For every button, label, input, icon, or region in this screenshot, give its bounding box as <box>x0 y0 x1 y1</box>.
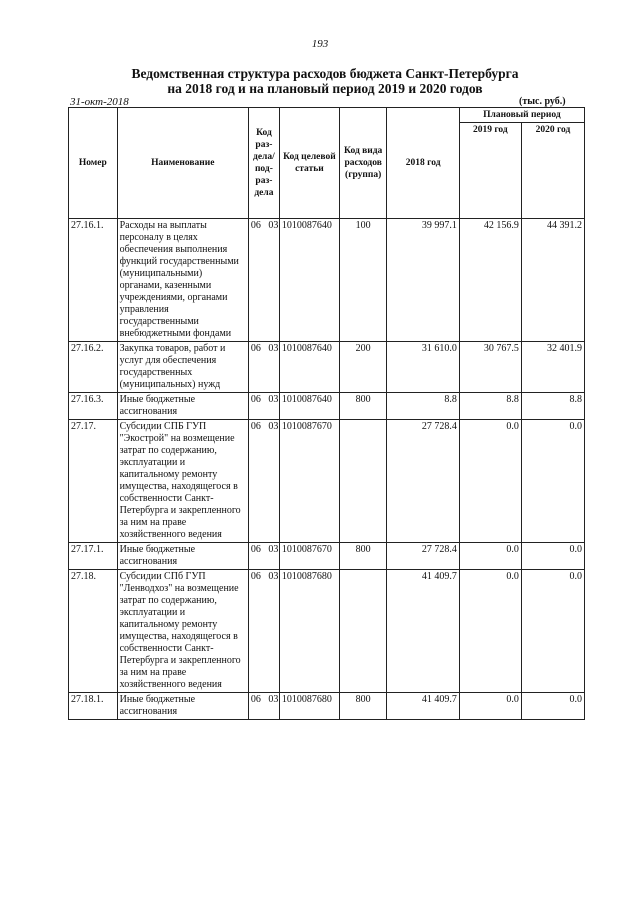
row-expense-type <box>339 570 387 693</box>
row-target-code: 1010087640 <box>279 342 339 393</box>
row-amount-2020: 32 401.9 <box>521 342 584 393</box>
row-amount-2020: 8.8 <box>521 393 584 420</box>
row-section-code <box>248 693 279 720</box>
header-planned-period: Плановый период <box>459 108 584 123</box>
row-podrazdel: 03 <box>268 394 279 405</box>
header-2020: 2020 год <box>521 123 584 219</box>
row-expense-type: 200 <box>339 342 387 393</box>
row-target-code: 1010087670 <box>279 543 339 570</box>
page-title <box>90 66 560 96</box>
row-number: 27.18. <box>69 570 118 693</box>
row-amount-2020: 0.0 <box>521 543 584 570</box>
row-podrazdel: 03 <box>268 571 279 582</box>
row-section-code <box>248 570 279 693</box>
table-row <box>69 393 585 420</box>
row-expense-type: 800 <box>339 393 387 420</box>
row-amount-2018: 41 409.7 <box>387 570 459 693</box>
row-podrazdel: 03 <box>268 421 279 432</box>
row-name: Иные бюджетные ассигнования <box>117 543 248 570</box>
table-row <box>69 219 585 342</box>
header-2018: 2018 год <box>387 108 459 219</box>
row-podrazdel: 03 <box>268 343 279 354</box>
header-2019: 2019 год <box>459 123 521 219</box>
row-amount-2019: 30 767.5 <box>459 342 521 393</box>
row-expense-type: 800 <box>339 693 387 720</box>
row-target-code: 1010087680 <box>279 693 339 720</box>
row-name: Расходы на выплаты персоналу в целях обеспечения выполнения функций государственными (муниципальными) органами, казенными учреждениями, органами управления государственными внебюджетными фондами <box>117 219 248 342</box>
row-amount-2019: 42 156.9 <box>459 219 521 342</box>
row-target-code: 1010087640 <box>279 393 339 420</box>
row-name: Иные бюджетные ассигнования <box>117 393 248 420</box>
row-amount-2019: 0.0 <box>459 693 521 720</box>
table-row <box>69 570 585 693</box>
row-amount-2020: 0.0 <box>521 570 584 693</box>
row-expense-type: 800 <box>339 543 387 570</box>
row-name: Субсидии СПб ГУП "Ленводхоз" на возмещение затрат по содержанию, эксплуатации и капитальному ремонту имущества, находящегося в собственности Санкт-Петербурга и закрепленного за ним на праве хозяйственного ведения <box>117 570 248 693</box>
row-number: 27.16.3. <box>69 393 118 420</box>
row-amount-2018: 39 997.1 <box>387 219 459 342</box>
row-section-code <box>248 420 279 543</box>
row-razdel: 06 <box>250 220 261 231</box>
row-amount-2020: 0.0 <box>521 693 584 720</box>
row-name: Субсидии СПБ ГУП "Экострой" на возмещение затрат по содержанию, эксплуатации и капитальному ремонту имущества, находящегося в собственности Санкт-Петербурга и закрепленного за ним на праве хозяйственного ведения <box>117 420 248 543</box>
row-section-code <box>248 219 279 342</box>
budget-table <box>68 107 585 720</box>
table-row <box>69 543 585 570</box>
page-number: 193 <box>311 38 329 50</box>
table-row <box>69 420 585 543</box>
header-expense-type-code: Код вида расходов (группа) <box>339 108 387 219</box>
row-amount-2018: 41 409.7 <box>387 693 459 720</box>
row-expense-type <box>339 420 387 543</box>
header-section-code: Код раз-дела/ под-раз-дела <box>248 108 279 219</box>
row-target-code: 1010087670 <box>279 420 339 543</box>
row-amount-2018: 27 728.4 <box>387 420 459 543</box>
row-target-code: 1010087640 <box>279 219 339 342</box>
row-section-code <box>248 543 279 570</box>
table-row <box>69 693 585 720</box>
row-amount-2019: 0.0 <box>459 570 521 693</box>
row-amount-2020: 44 391.2 <box>521 219 584 342</box>
row-number: 27.16.1. <box>69 219 118 342</box>
row-amount-2020: 0.0 <box>521 420 584 543</box>
row-razdel: 06 <box>250 343 261 354</box>
header-name: Наименование <box>117 108 248 219</box>
row-razdel: 06 <box>250 571 261 582</box>
row-amount-2019: 0.0 <box>459 543 521 570</box>
row-number: 27.17.1. <box>69 543 118 570</box>
row-razdel: 06 <box>250 694 261 705</box>
row-razdel: 06 <box>250 394 261 405</box>
header-target-code: Код целевой статьи <box>279 108 339 219</box>
row-section-code <box>248 342 279 393</box>
row-name: Иные бюджетные ассигнования <box>117 693 248 720</box>
row-name: Закупка товаров, работ и услуг для обеспечения государственных (муниципальных) нужд <box>117 342 248 393</box>
row-podrazdel: 03 <box>268 544 279 555</box>
units-label: (тыс. руб.) <box>519 96 566 107</box>
title-line-1: Ведомственная структура расходов бюджета Санкт-Петербурга <box>131 66 519 81</box>
row-razdel: 06 <box>250 544 261 555</box>
row-number: 27.17. <box>69 420 118 543</box>
row-number: 27.16.2. <box>69 342 118 393</box>
row-amount-2018: 8.8 <box>387 393 459 420</box>
row-amount-2018: 27 728.4 <box>387 543 459 570</box>
report-date: 31-окт-2018 <box>70 96 129 108</box>
row-section-code <box>248 393 279 420</box>
row-amount-2019: 0.0 <box>459 420 521 543</box>
row-expense-type: 100 <box>339 219 387 342</box>
title-line-2: на 2018 год и на плановый период 2019 и 2020 годов <box>167 81 483 96</box>
row-podrazdel: 03 <box>268 220 279 231</box>
row-razdel: 06 <box>250 421 261 432</box>
table-row <box>69 342 585 393</box>
row-amount-2018: 31 610.0 <box>387 342 459 393</box>
header-number: Номер <box>69 108 118 219</box>
row-target-code: 1010087680 <box>279 570 339 693</box>
row-number: 27.18.1. <box>69 693 118 720</box>
table-body <box>69 219 585 720</box>
row-podrazdel: 03 <box>268 694 279 705</box>
row-amount-2019: 8.8 <box>459 393 521 420</box>
